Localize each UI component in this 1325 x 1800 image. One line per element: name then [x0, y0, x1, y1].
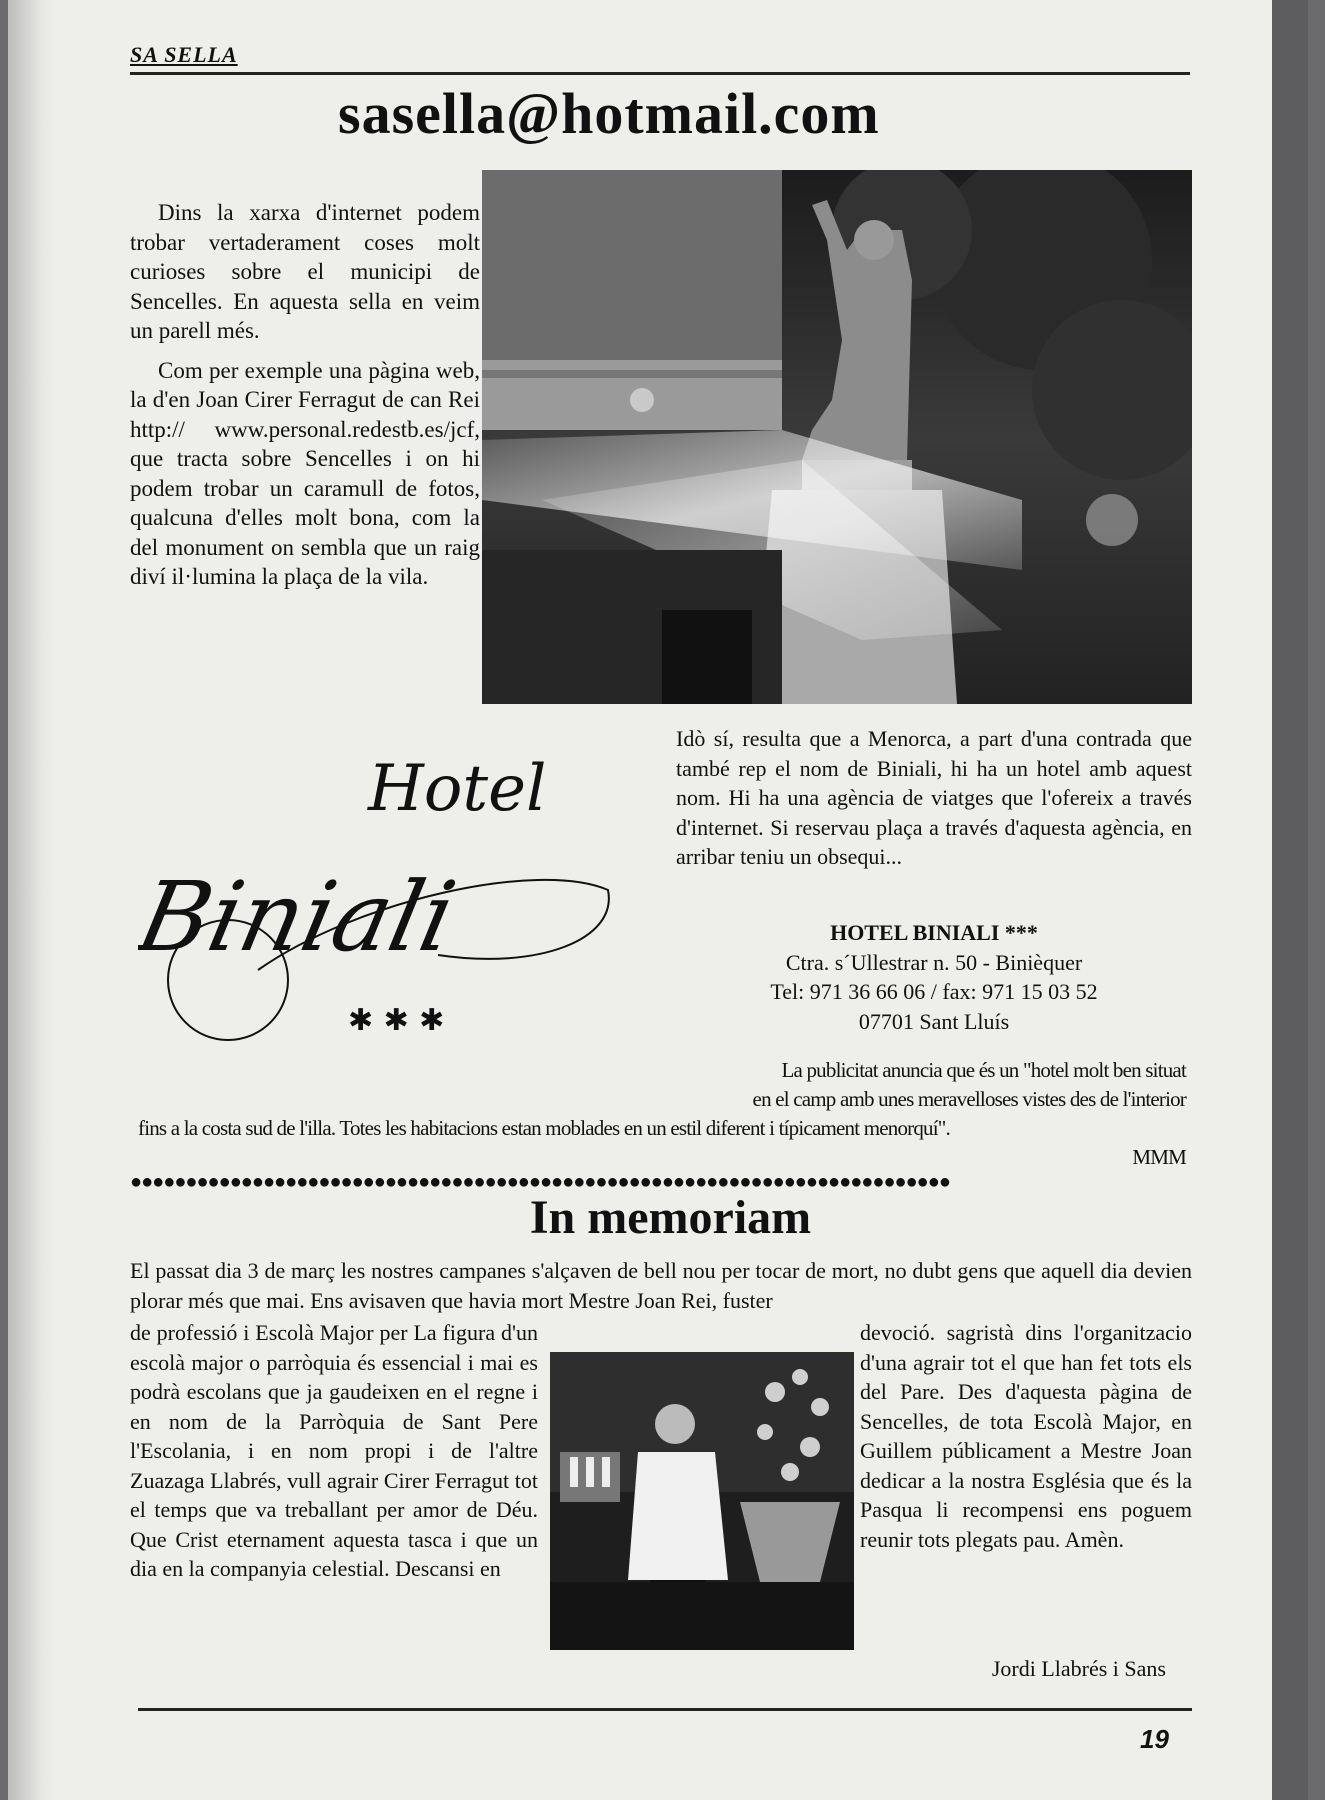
memoriam-author: Jordi Llabrés i Sans — [991, 1656, 1166, 1681]
page-spine-shadow — [8, 0, 56, 1800]
magazine-page — [8, 0, 1308, 1800]
memoriam-title: In memoriam — [529, 1191, 812, 1244]
background-edge — [1272, 0, 1308, 1800]
header-rule — [130, 72, 1190, 75]
hotel-contact — [676, 918, 1192, 1036]
logo-word-biniali: Biniali — [138, 860, 465, 973]
email-title: sasella@hotmail.com — [338, 81, 880, 146]
publicity-line-3: fins a la costa sud de l'illa. Totes les habitacions estan moblades en un estil diferent i típicament menorquí". — [138, 1116, 951, 1140]
memoriam-photo — [550, 1352, 854, 1650]
web-paragraph-2: Com per exemple una pàgina web, la d'en Joan Cirer Ferragut de can Rei http:// www.personal.redestb.es/jcf, que tracta sobre Sencelles i on hi podem trobar un caramull de fotos, qualcuna d'elles molt bona, com la del monument on sembla que un raig diví il·lumina la plaça de la vila. — [130, 357, 480, 589]
hotel-city: 07701 Sant Lluís — [858, 1008, 1010, 1034]
dotted-separator: ●●●●●●●●●●●●●●●●●●●●●●●●●●●●●●●●●●●●●●●●●●●●●●●●●●●●●●●●●●●●●●●●●●●●●●●●●● — [130, 1174, 950, 1190]
hotel-address: Ctra. s´Ullestrar n. 50 - Binièquer — [785, 949, 1083, 975]
publicity-line-1: La publicitat anuncia que és un "hotel molt ben situat — [781, 1058, 1186, 1082]
memoriam-left-column: de professió i Escolà Major per La figura d'un escolà major o parròquia és essencial i mai es podrà escolans que ja gaudeixen en el regne i en nom de la Parròquia de Sant Pere l'Escolania, i en nom propi i de l'altre Zuazaga Llabrés, vull agrair Cirer Ferragut tot el temps que va treballant per amor de Déu. Que Crist eternament aquesta tasca i que un dia en la companyia celestial. Descansi en — [130, 1320, 538, 1581]
memoriam-right-column: devoció. sagristà dins l'organitzacio d'una agrair tot el que han fet tots els del Pare. Des d'aquesta pàgina de Sencelles, de tota Escolà Major, en Guillem públicament a Mestre Joan dedicar a la nostra Església que és la Pasqua li recompensi ens poguem reunir tots plegats pau. Amèn. — [860, 1320, 1192, 1552]
web-article — [130, 198, 480, 602]
logo-stars: ✱ ✱ ✱ — [348, 1003, 445, 1038]
page-number: 19 — [1140, 1724, 1169, 1754]
web-paragraph-1: Dins la xarxa d'internet podem trobar vertaderament coses molt curioses sobre el municipi de Sencelles. En aquesta sella en veim un parell més. — [130, 200, 480, 343]
hotel-biniali-logo — [138, 740, 618, 1080]
memoriam-intro: El passat dia 3 de març les nostres campanes s'alçaven de bell nou per tocar de mort, no dubt gens que aquell dia devien plorar més que mai. Ens avisaven que havia mort Mestre Joan Rei, fuster — [130, 1258, 1192, 1313]
hotel-name: HOTEL BINIALI *** — [830, 920, 1038, 945]
monument-photo — [482, 170, 1192, 704]
footer-rule — [138, 1708, 1192, 1711]
hotel-phone: Tel: 971 36 66 06 / fax: 971 15 03 52 — [770, 979, 1098, 1004]
hotel-intro: Idò sí, resulta que a Menorca, a part d'una contrada que també rep el nom de Biniali, hi ha un hotel amb aquest nom. Hi ha una agència de viatges que l'ofereix a través d'internet. Si reservau plaça a través d'aquesta agència, en arribar teniu un obsequi... — [676, 726, 1192, 869]
publicity-line-2: en el camp amb unes meravelloses vistes des de l'interior — [752, 1087, 1186, 1111]
hotel-article-signature: MMM — [1132, 1145, 1186, 1169]
logo-word-hotel: Hotel — [368, 752, 547, 826]
magazine-header: SA SELLA — [130, 42, 238, 67]
